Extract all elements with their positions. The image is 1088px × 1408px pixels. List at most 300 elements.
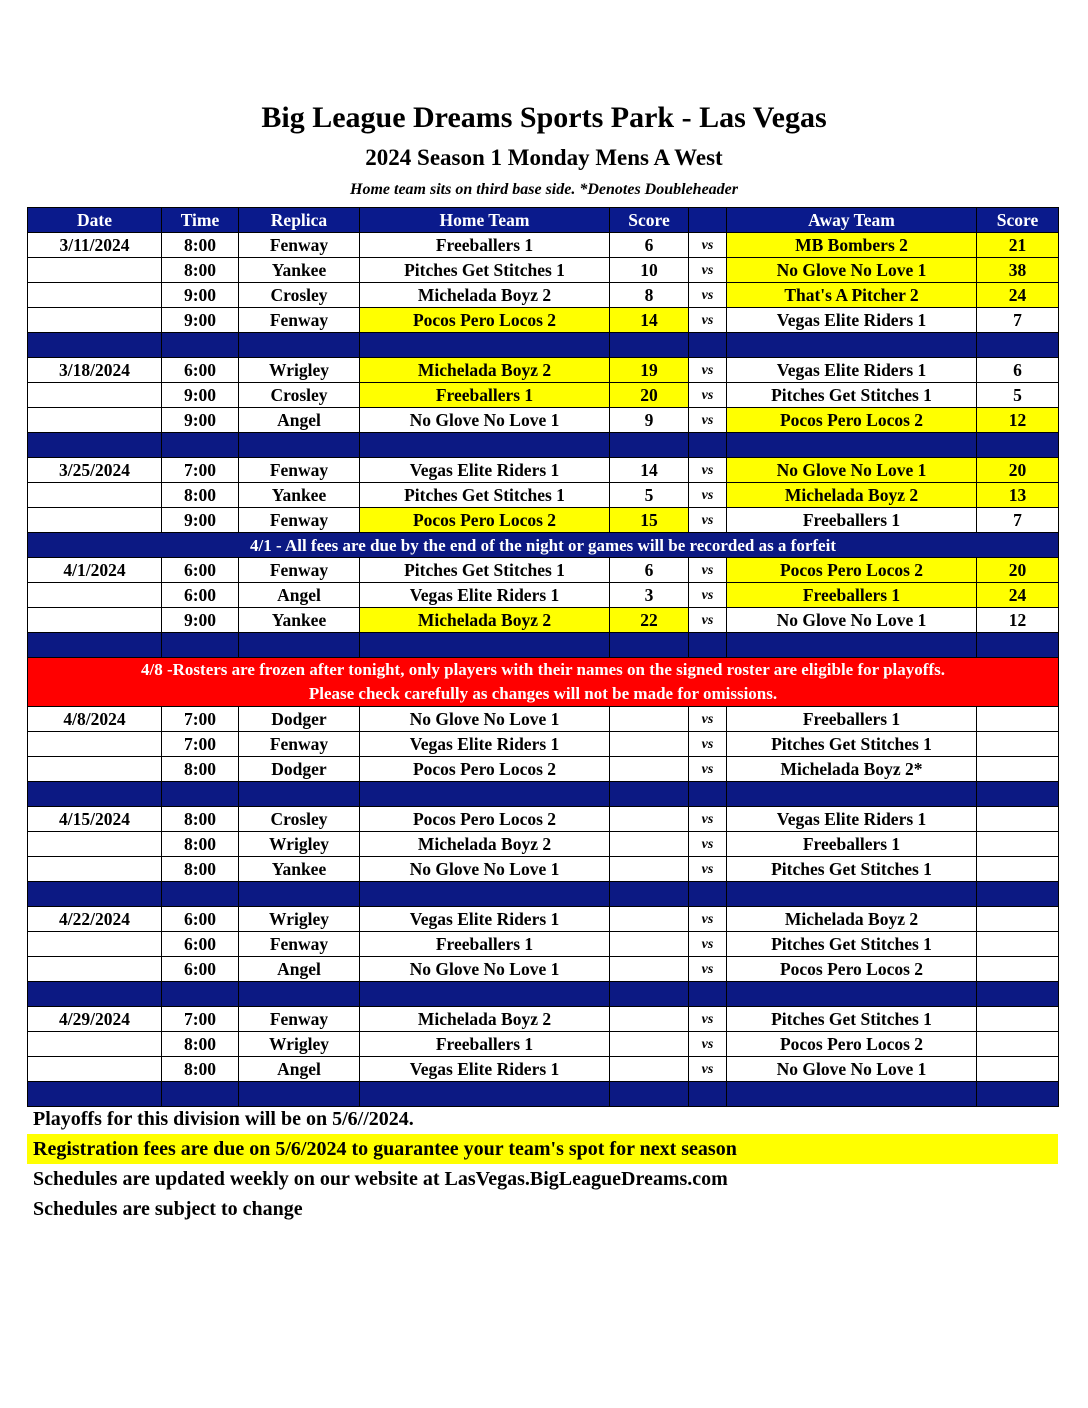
game-row	[28, 1032, 1059, 1057]
separator-cell	[28, 633, 162, 658]
home-team-cell: Pocos Pero Locos 2	[360, 308, 610, 333]
home-team-cell: Freeballers 1	[360, 233, 610, 258]
replica-cell: Dodger	[239, 707, 360, 732]
vs-cell: vs	[689, 358, 727, 383]
replica-cell: Crosley	[239, 807, 360, 832]
away-score-cell	[977, 932, 1059, 957]
home-score-cell: 6	[610, 558, 689, 583]
game-row	[28, 608, 1059, 633]
separator-cell	[360, 633, 610, 658]
replica-cell: Fenway	[239, 308, 360, 333]
home-score-cell: 10	[610, 258, 689, 283]
game-row	[28, 932, 1059, 957]
time-cell: 6:00	[162, 932, 239, 957]
header-time: Time	[162, 208, 239, 233]
replica-cell: Crosley	[239, 383, 360, 408]
away-team-cell: Vegas Elite Riders 1	[727, 358, 977, 383]
home-score-cell: 15	[610, 508, 689, 533]
game-row	[28, 308, 1059, 333]
separator-cell	[239, 333, 360, 358]
separator-cell	[610, 982, 689, 1007]
home-team-cell: Michelada Boyz 2	[360, 608, 610, 633]
date-cell	[28, 508, 162, 533]
away-team-cell: Pocos Pero Locos 2	[727, 1032, 977, 1057]
vs-cell: vs	[689, 283, 727, 308]
schedule-note: Home team sits on third base side. *Denotes Doubleheader	[350, 181, 738, 198]
time-cell: 7:00	[162, 458, 239, 483]
home-team-cell: No Glove No Love 1	[360, 857, 610, 882]
separator-cell	[239, 433, 360, 458]
home-score-cell	[610, 932, 689, 957]
separator-cell	[727, 333, 977, 358]
date-cell: 4/29/2024	[28, 1007, 162, 1032]
replica-cell: Wrigley	[239, 1032, 360, 1057]
home-team-cell: Vegas Elite Riders 1	[360, 583, 610, 608]
time-cell: 7:00	[162, 1007, 239, 1032]
home-team-cell: Pitches Get Stitches 1	[360, 558, 610, 583]
date-cell	[28, 757, 162, 782]
home-score-cell	[610, 732, 689, 757]
separator-cell	[610, 1082, 689, 1107]
game-row	[28, 483, 1059, 508]
replica-cell: Fenway	[239, 932, 360, 957]
roster-alert-row	[28, 658, 1059, 707]
home-score-cell	[610, 1057, 689, 1082]
roster-alert-cell	[28, 658, 1059, 707]
vs-cell: vs	[689, 258, 727, 283]
home-score-cell	[610, 957, 689, 982]
away-score-cell: 21	[977, 233, 1059, 258]
home-score-cell: 14	[610, 308, 689, 333]
away-team-cell: That's A Pitcher 2	[727, 283, 977, 308]
away-team-cell: Freeballers 1	[727, 508, 977, 533]
separator-cell	[360, 433, 610, 458]
away-score-cell	[977, 1057, 1059, 1082]
away-team-cell: Vegas Elite Riders 1	[727, 308, 977, 333]
header-date: Date	[28, 208, 162, 233]
away-score-cell	[977, 1007, 1059, 1032]
home-score-cell: 22	[610, 608, 689, 633]
replica-cell: Yankee	[239, 258, 360, 283]
separator-cell	[977, 982, 1059, 1007]
time-cell: 8:00	[162, 1057, 239, 1082]
home-score-cell: 19	[610, 358, 689, 383]
home-team-cell: Freeballers 1	[360, 383, 610, 408]
game-row	[28, 1057, 1059, 1082]
home-score-cell	[610, 857, 689, 882]
date-cell	[28, 583, 162, 608]
replica-cell: Angel	[239, 957, 360, 982]
vs-cell: vs	[689, 1032, 727, 1057]
separator-cell	[610, 433, 689, 458]
separator-cell	[162, 882, 239, 907]
time-cell: 9:00	[162, 383, 239, 408]
game-row	[28, 832, 1059, 857]
separator-cell	[162, 982, 239, 1007]
replica-cell: Crosley	[239, 283, 360, 308]
header-home-score: Score	[610, 208, 689, 233]
separator-cell	[977, 333, 1059, 358]
date-cell	[28, 857, 162, 882]
vs-cell: vs	[689, 458, 727, 483]
game-row	[28, 383, 1059, 408]
week-separator-row	[28, 333, 1059, 358]
separator-cell	[360, 882, 610, 907]
home-team-cell: Michelada Boyz 2	[360, 1007, 610, 1032]
vs-cell: vs	[689, 707, 727, 732]
away-score-cell	[977, 832, 1059, 857]
time-cell: 8:00	[162, 807, 239, 832]
vs-cell: vs	[689, 1057, 727, 1082]
game-row	[28, 732, 1059, 757]
away-team-cell: Pocos Pero Locos 2	[727, 558, 977, 583]
away-score-cell: 12	[977, 608, 1059, 633]
time-cell: 9:00	[162, 408, 239, 433]
replica-cell: Yankee	[239, 483, 360, 508]
vs-cell: vs	[689, 932, 727, 957]
schedule-body	[28, 233, 1059, 1107]
away-team-cell: Freeballers 1	[727, 707, 977, 732]
home-score-cell: 8	[610, 283, 689, 308]
vs-cell: vs	[689, 907, 727, 932]
separator-cell	[28, 882, 162, 907]
home-score-cell	[610, 757, 689, 782]
date-cell	[28, 932, 162, 957]
separator-cell	[360, 1082, 610, 1107]
home-team-cell: Freeballers 1	[360, 1032, 610, 1057]
game-row	[28, 707, 1059, 732]
separator-cell	[610, 633, 689, 658]
vs-cell: vs	[689, 1007, 727, 1032]
away-score-cell: 6	[977, 358, 1059, 383]
away-score-cell	[977, 1032, 1059, 1057]
away-score-cell: 7	[977, 508, 1059, 533]
time-cell: 8:00	[162, 757, 239, 782]
week-separator-row	[28, 633, 1059, 658]
vs-cell: vs	[689, 233, 727, 258]
fees-notice-text: 4/1 - All fees are due by the end of the night or games will be recorded as a forfeit	[28, 533, 1059, 558]
vs-cell: vs	[689, 408, 727, 433]
game-row	[28, 907, 1059, 932]
game-row	[28, 558, 1059, 583]
vs-cell: vs	[689, 308, 727, 333]
date-cell	[28, 258, 162, 283]
date-cell: 4/8/2024	[28, 707, 162, 732]
home-team-cell: Pocos Pero Locos 2	[360, 757, 610, 782]
separator-cell	[689, 333, 727, 358]
separator-cell	[610, 782, 689, 807]
game-row	[28, 283, 1059, 308]
home-team-cell: Pitches Get Stitches 1	[360, 483, 610, 508]
separator-cell	[689, 433, 727, 458]
game-row	[28, 807, 1059, 832]
week-separator-row	[28, 882, 1059, 907]
game-row	[28, 957, 1059, 982]
separator-cell	[162, 1082, 239, 1107]
game-row	[28, 1007, 1059, 1032]
date-cell	[28, 608, 162, 633]
game-row	[28, 508, 1059, 533]
footer-subject-to-change: Schedules are subject to change	[33, 1198, 303, 1220]
vs-cell: vs	[689, 732, 727, 757]
header-vs	[689, 208, 727, 233]
time-cell: 9:00	[162, 308, 239, 333]
header-away-score: Score	[977, 208, 1059, 233]
separator-cell	[727, 882, 977, 907]
time-cell: 7:00	[162, 707, 239, 732]
home-team-cell: Pitches Get Stitches 1	[360, 258, 610, 283]
away-score-cell	[977, 957, 1059, 982]
header-replica: Replica	[239, 208, 360, 233]
replica-cell: Wrigley	[239, 907, 360, 932]
time-cell: 6:00	[162, 957, 239, 982]
page-subtitle: 2024 Season 1 Monday Mens A West	[365, 145, 723, 170]
away-team-cell: Freeballers 1	[727, 832, 977, 857]
separator-cell	[28, 982, 162, 1007]
away-score-cell	[977, 732, 1059, 757]
separator-cell	[360, 333, 610, 358]
home-team-cell: Vegas Elite Riders 1	[360, 1057, 610, 1082]
away-team-cell: Pitches Get Stitches 1	[727, 857, 977, 882]
away-team-cell: Vegas Elite Riders 1	[727, 807, 977, 832]
away-score-cell: 12	[977, 408, 1059, 433]
replica-cell: Yankee	[239, 608, 360, 633]
away-team-cell: Michelada Boyz 2	[727, 483, 977, 508]
time-cell: 6:00	[162, 583, 239, 608]
replica-cell: Angel	[239, 408, 360, 433]
away-score-cell	[977, 707, 1059, 732]
vs-cell: vs	[689, 857, 727, 882]
separator-cell	[727, 782, 977, 807]
separator-cell	[610, 882, 689, 907]
away-team-cell: Michelada Boyz 2	[727, 907, 977, 932]
home-score-cell	[610, 707, 689, 732]
away-team-cell: Michelada Boyz 2*	[727, 757, 977, 782]
replica-cell: Dodger	[239, 757, 360, 782]
vs-cell: vs	[689, 558, 727, 583]
date-cell	[28, 308, 162, 333]
separator-cell	[239, 982, 360, 1007]
home-team-cell: Vegas Elite Riders 1	[360, 458, 610, 483]
vs-cell: vs	[689, 608, 727, 633]
separator-cell	[162, 433, 239, 458]
week-separator-row	[28, 1082, 1059, 1107]
home-score-cell	[610, 807, 689, 832]
date-cell	[28, 283, 162, 308]
replica-cell: Fenway	[239, 458, 360, 483]
separator-cell	[610, 333, 689, 358]
away-score-cell: 20	[977, 458, 1059, 483]
footer-registration: Registration fees are due on 5/6/2024 to guarantee your team's spot for next season	[27, 1134, 1058, 1164]
week-separator-row	[28, 982, 1059, 1007]
home-score-cell	[610, 832, 689, 857]
game-row	[28, 757, 1059, 782]
game-row	[28, 233, 1059, 258]
away-score-cell: 13	[977, 483, 1059, 508]
vs-cell: vs	[689, 583, 727, 608]
date-cell: 3/11/2024	[28, 233, 162, 258]
home-team-cell: No Glove No Love 1	[360, 957, 610, 982]
home-team-cell: Freeballers 1	[360, 932, 610, 957]
page-title: Big League Dreams Sports Park - Las Vegas	[261, 101, 827, 134]
away-team-cell: Pitches Get Stitches 1	[727, 932, 977, 957]
away-team-cell: No Glove No Love 1	[727, 608, 977, 633]
home-team-cell: Vegas Elite Riders 1	[360, 907, 610, 932]
vs-cell: vs	[689, 957, 727, 982]
home-team-cell: Michelada Boyz 2	[360, 358, 610, 383]
separator-cell	[28, 1082, 162, 1107]
time-cell: 8:00	[162, 832, 239, 857]
separator-cell	[977, 1082, 1059, 1107]
replica-cell: Wrigley	[239, 832, 360, 857]
home-score-cell: 6	[610, 233, 689, 258]
separator-cell	[162, 633, 239, 658]
separator-cell	[689, 882, 727, 907]
separator-cell	[727, 633, 977, 658]
home-team-cell: Pocos Pero Locos 2	[360, 807, 610, 832]
away-team-cell: Pitches Get Stitches 1	[727, 1007, 977, 1032]
week-separator-row	[28, 433, 1059, 458]
fees-notice-row	[28, 533, 1059, 558]
table-header-row	[28, 208, 1059, 233]
schedule-table	[27, 207, 1059, 1107]
separator-cell	[977, 433, 1059, 458]
game-row	[28, 583, 1059, 608]
game-row	[28, 458, 1059, 483]
vs-cell: vs	[689, 383, 727, 408]
home-score-cell	[610, 907, 689, 932]
replica-cell: Angel	[239, 583, 360, 608]
date-cell	[28, 1032, 162, 1057]
replica-cell: Fenway	[239, 558, 360, 583]
separator-cell	[162, 333, 239, 358]
time-cell: 9:00	[162, 508, 239, 533]
home-team-cell: Michelada Boyz 2	[360, 832, 610, 857]
replica-cell: Fenway	[239, 508, 360, 533]
home-score-cell: 5	[610, 483, 689, 508]
separator-cell	[727, 982, 977, 1007]
separator-cell	[727, 1082, 977, 1107]
home-team-cell: Pocos Pero Locos 2	[360, 508, 610, 533]
away-team-cell: Pocos Pero Locos 2	[727, 408, 977, 433]
replica-cell: Wrigley	[239, 358, 360, 383]
home-score-cell: 20	[610, 383, 689, 408]
roster-alert-line-1: 4/8 -Rosters are frozen after tonight, only players with their names on the signed roster are eligible for playoffs.	[141, 660, 945, 679]
separator-cell	[360, 982, 610, 1007]
home-team-cell: Michelada Boyz 2	[360, 283, 610, 308]
date-cell	[28, 732, 162, 757]
vs-cell: vs	[689, 483, 727, 508]
away-team-cell: MB Bombers 2	[727, 233, 977, 258]
separator-cell	[977, 882, 1059, 907]
time-cell: 6:00	[162, 358, 239, 383]
separator-cell	[28, 782, 162, 807]
date-cell	[28, 408, 162, 433]
replica-cell: Yankee	[239, 857, 360, 882]
date-cell: 4/15/2024	[28, 807, 162, 832]
time-cell: 8:00	[162, 258, 239, 283]
away-score-cell: 20	[977, 558, 1059, 583]
separator-cell	[239, 633, 360, 658]
home-score-cell	[610, 1032, 689, 1057]
separator-cell	[689, 633, 727, 658]
replica-cell: Fenway	[239, 1007, 360, 1032]
vs-cell: vs	[689, 832, 727, 857]
date-cell: 4/22/2024	[28, 907, 162, 932]
separator-cell	[162, 782, 239, 807]
footer-playoffs: Playoffs for this division will be on 5/6//2024.	[33, 1108, 414, 1130]
vs-cell: vs	[689, 508, 727, 533]
date-cell	[28, 957, 162, 982]
separator-cell	[977, 633, 1059, 658]
away-team-cell: No Glove No Love 1	[727, 1057, 977, 1082]
away-team-cell: Freeballers 1	[727, 583, 977, 608]
game-row	[28, 358, 1059, 383]
separator-cell	[689, 1082, 727, 1107]
away-score-cell: 5	[977, 383, 1059, 408]
home-team-cell: No Glove No Love 1	[360, 707, 610, 732]
away-score-cell: 24	[977, 283, 1059, 308]
home-team-cell: No Glove No Love 1	[360, 408, 610, 433]
home-score-cell: 3	[610, 583, 689, 608]
roster-alert-line-2: Please check carefully as changes will not be made for omissions.	[308, 684, 778, 703]
away-score-cell	[977, 757, 1059, 782]
replica-cell: Fenway	[239, 732, 360, 757]
replica-cell: Angel	[239, 1057, 360, 1082]
home-score-cell	[610, 1007, 689, 1032]
away-team-cell: Pocos Pero Locos 2	[727, 957, 977, 982]
game-row	[28, 857, 1059, 882]
away-score-cell	[977, 907, 1059, 932]
away-team-cell: No Glove No Love 1	[727, 258, 977, 283]
time-cell: 9:00	[162, 283, 239, 308]
time-cell: 6:00	[162, 558, 239, 583]
time-cell: 8:00	[162, 233, 239, 258]
vs-cell: vs	[689, 757, 727, 782]
home-team-cell: Vegas Elite Riders 1	[360, 732, 610, 757]
home-score-cell: 14	[610, 458, 689, 483]
away-team-cell: Pitches Get Stitches 1	[727, 732, 977, 757]
date-cell: 3/18/2024	[28, 358, 162, 383]
game-row	[28, 408, 1059, 433]
time-cell: 8:00	[162, 483, 239, 508]
header-away-team: Away Team	[727, 208, 977, 233]
separator-cell	[689, 782, 727, 807]
separator-cell	[360, 782, 610, 807]
date-cell	[28, 483, 162, 508]
away-score-cell: 7	[977, 308, 1059, 333]
separator-cell	[239, 782, 360, 807]
replica-cell: Fenway	[239, 233, 360, 258]
separator-cell	[977, 782, 1059, 807]
vs-cell: vs	[689, 807, 727, 832]
home-score-cell: 9	[610, 408, 689, 433]
away-score-cell	[977, 857, 1059, 882]
header-home-team: Home Team	[360, 208, 610, 233]
time-cell: 6:00	[162, 907, 239, 932]
time-cell: 8:00	[162, 857, 239, 882]
time-cell: 7:00	[162, 732, 239, 757]
away-score-cell: 24	[977, 583, 1059, 608]
week-separator-row	[28, 782, 1059, 807]
date-cell	[28, 1057, 162, 1082]
time-cell: 8:00	[162, 1032, 239, 1057]
away-score-cell: 38	[977, 258, 1059, 283]
game-row	[28, 258, 1059, 283]
time-cell: 9:00	[162, 608, 239, 633]
separator-cell	[239, 882, 360, 907]
away-team-cell: No Glove No Love 1	[727, 458, 977, 483]
